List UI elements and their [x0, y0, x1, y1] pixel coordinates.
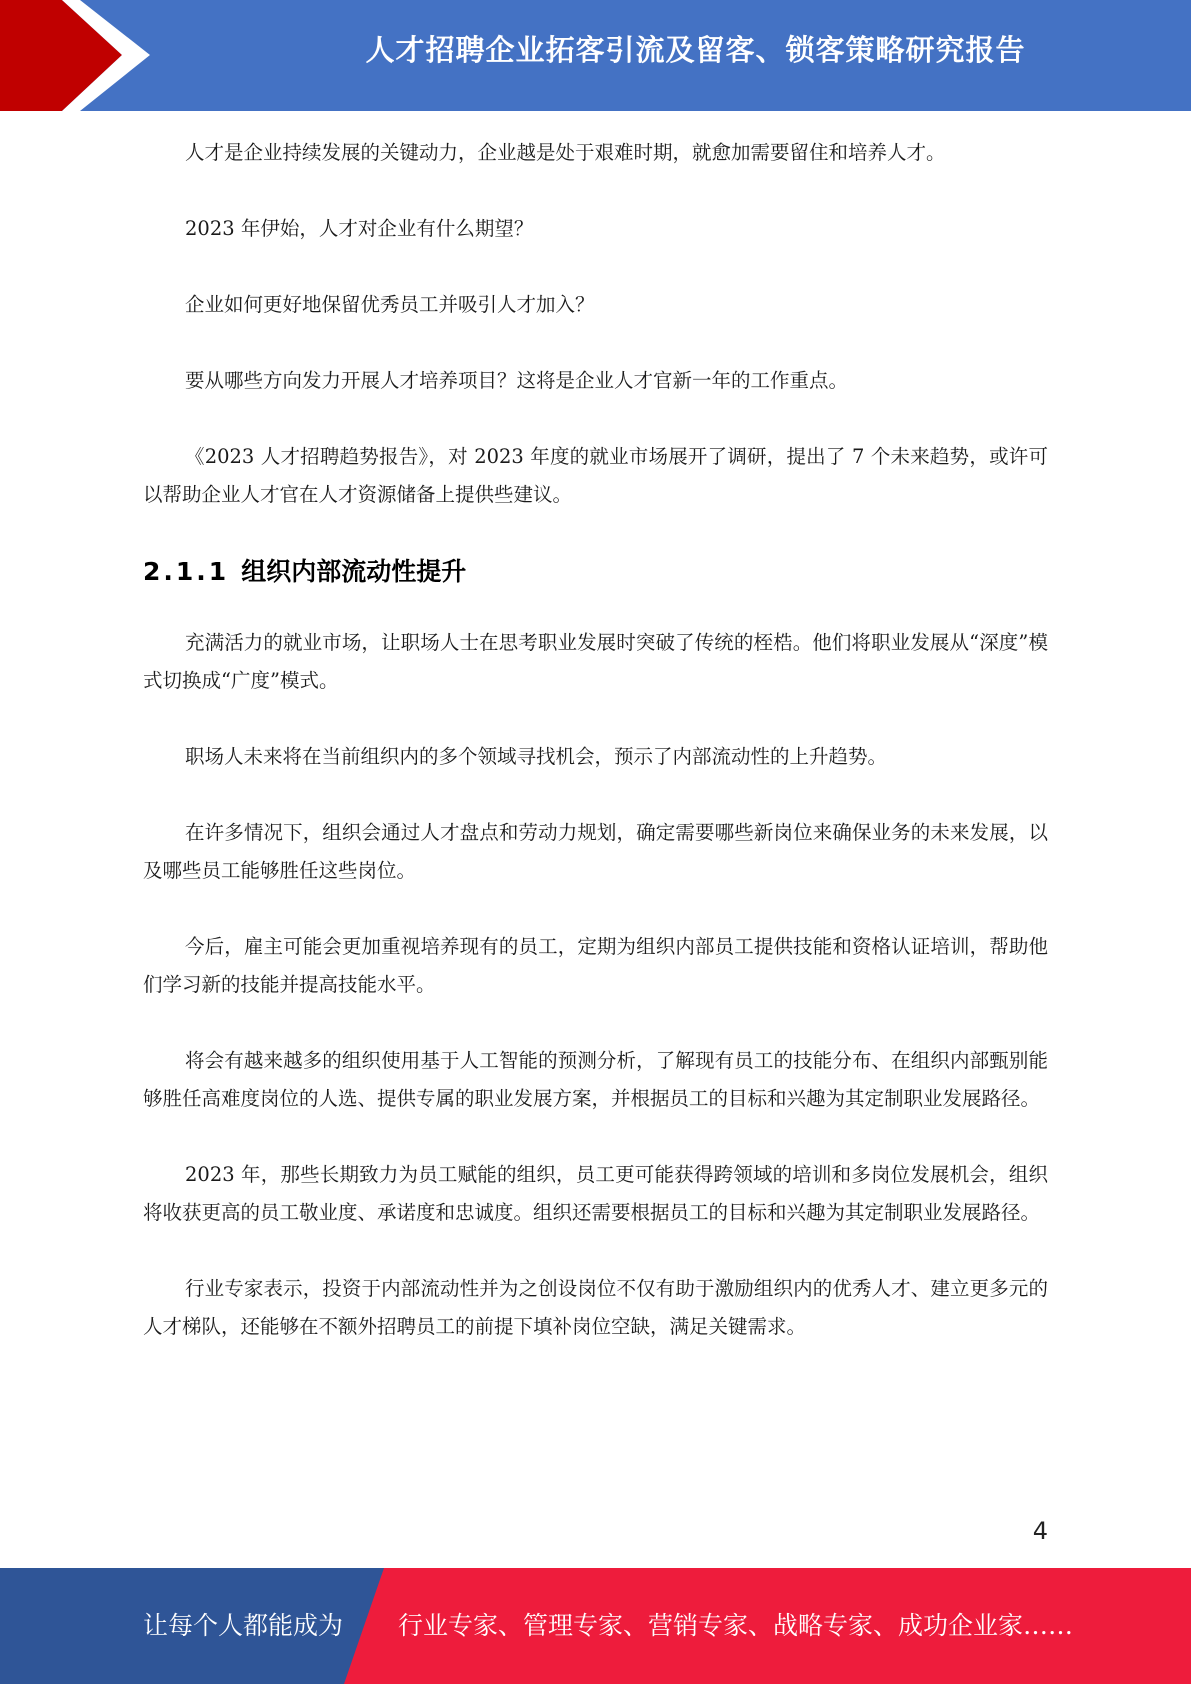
page-header: [0, 0, 1191, 111]
footer-slogan-list: 行业专家、管理专家、营销专家、战略专家、成功企业家……: [398, 1611, 1074, 1640]
section-paragraph: 将会有越来越多的组织使用基于人工智能的预测分析，了解现有员工的技能分布、在组织内部甄别能够胜任高难度岗位的人选、提供专属的职业发展方案，并根据员工的目标和兴趣为其定制职业发展路径。: [143, 1049, 1048, 1110]
section-paragraph: 在许多情况下，组织会通过人才盘点和劳动力规划，确定需要哪些新岗位来确保业务的未来发展，以及哪些员工能够胜任这些岗位。: [143, 821, 1048, 882]
intro-paragraph: 《2023 人才招聘趋势报告》，对 2023 年度的就业市场展开了调研，提出了 7 个未来趋势，或许可以帮助企业人才官在人才资源储备上提供些建议。: [143, 445, 1048, 506]
intro-paragraph: 企业如何更好地保留优秀员工并吸引人才加入？: [185, 293, 595, 316]
page-footer: [0, 1568, 1191, 1684]
header-chevron-graphic: [0, 0, 160, 111]
page-number: 4: [1032, 1517, 1048, 1545]
section-paragraph: 2023 年，那些长期致力为员工赋能的组织，员工更可能获得跨领域的培训和多岗位发展机会，组织将收获更高的员工敬业度、承诺度和忠诚度。组织还需要根据员工的目标和兴趣为其定制职业发展路径。: [143, 1163, 1048, 1224]
section-paragraph: 行业专家表示，投资于内部流动性并为之创设岗位不仅有助于激励组织内的优秀人才、建立更多元的人才梯队，还能够在不额外招聘员工的前提下填补岗位空缺，满足关键需求。: [143, 1277, 1048, 1338]
section-paragraph: 今后，雇主可能会更加重视培养现有的员工，定期为组织内部员工提供技能和资格认证培训，帮助他们学习新的技能并提高技能水平。: [143, 935, 1048, 996]
footer-slogan-lead: 让每个人都能成为: [143, 1611, 344, 1640]
intro-paragraph: 2023 年伊始，人才对企业有什么期望？: [185, 217, 534, 240]
document-body: [143, 134, 1048, 1384]
section-number: 2.1.1: [143, 557, 230, 586]
intro-paragraph: 要从哪些方向发力开展人才培养项目？这将是企业人才官新一年的工作重点。: [185, 369, 849, 392]
section-paragraph: 职场人未来将在当前组织内的多个领域寻找机会，预示了内部流动性的上升趋势。: [185, 745, 888, 768]
section-title: 组织内部流动性提升: [241, 557, 467, 586]
report-title: 人才招聘企业拓客引流及留客、锁客策略研究报告: [365, 33, 1026, 67]
section-heading: [143, 552, 1048, 592]
section-paragraph: 充满活力的就业市场，让职场人士在思考职业发展时突破了传统的桎梏。他们将职业发展从“深度”模式切换成“广度”模式。: [143, 631, 1048, 692]
intro-paragraph: 人才是企业持续发展的关键动力，企业越是处于艰难时期，就愈加需要留住和培养人才。: [185, 141, 946, 164]
